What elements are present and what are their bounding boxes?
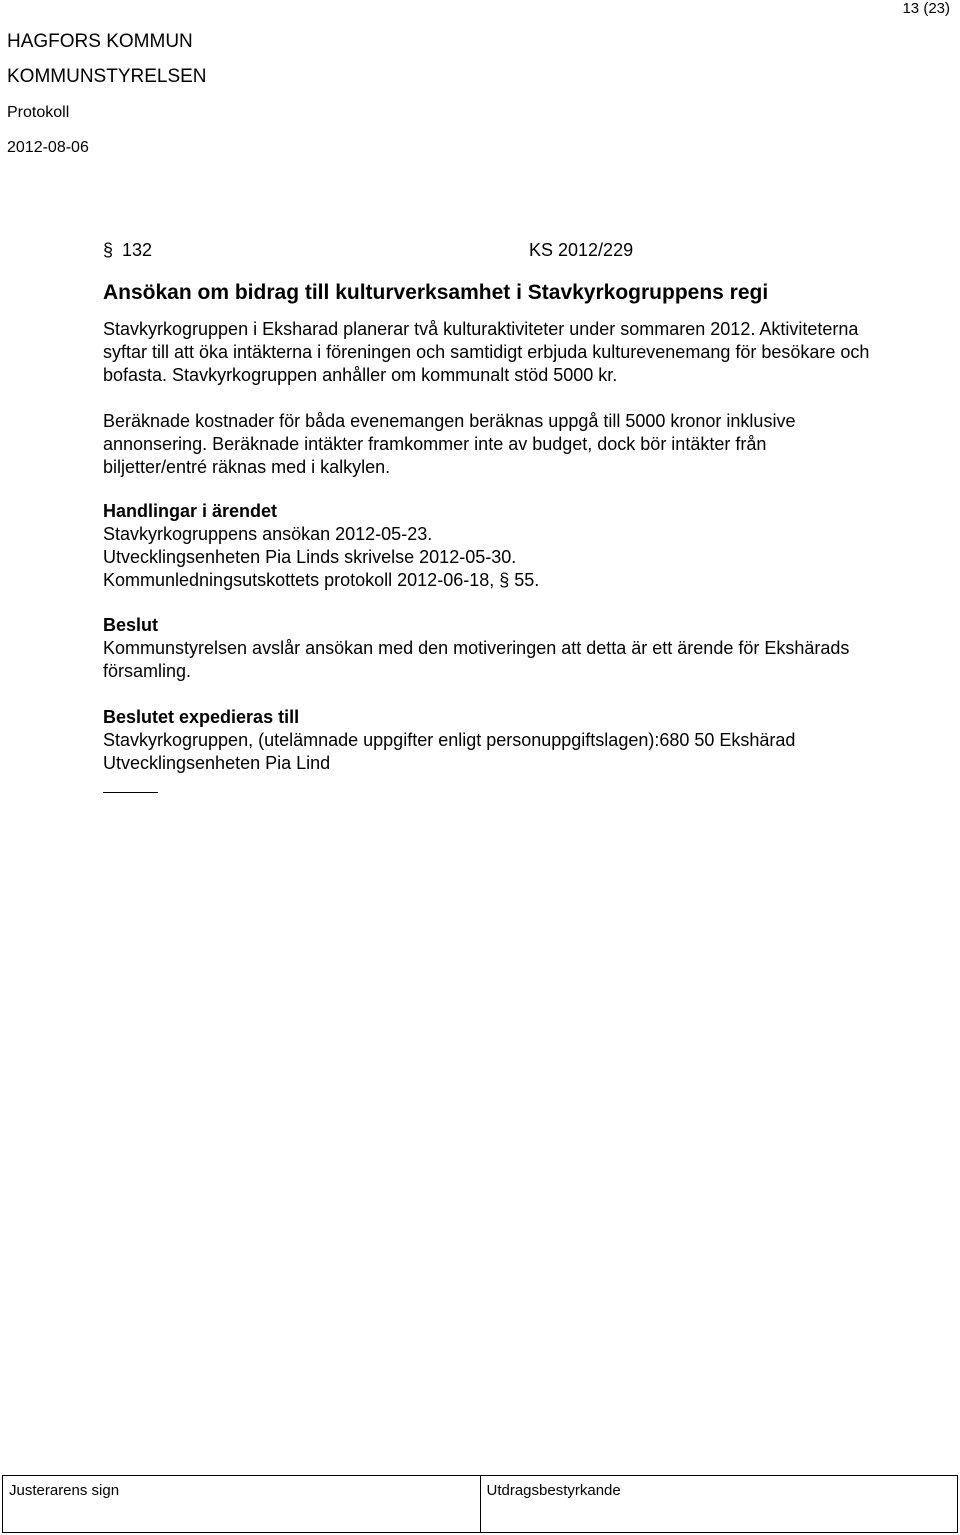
case-reference: KS 2012/229 — [529, 240, 634, 260]
decision-section — [103, 614, 849, 683]
cost-line: Beräknade kostnader för båda evenemangen beräknas uppgå till 5000 kronor inklusive — [103, 411, 796, 431]
intro-line: Stavkyrkogruppen i Eksharad planerar två kulturaktiviteter under sommaren 2012. Aktiviteterna — [103, 319, 859, 339]
document-type: Protokoll — [7, 104, 70, 121]
case-title: Ansökan om bidrag till kulturverksamhet i Stavkyrkogruppens regi — [103, 281, 769, 304]
municipality-name: HAGFORS KOMMUN — [7, 31, 193, 52]
footer-justerare-sign: Justerarens sign — [9, 1482, 120, 1499]
dispatch-heading: Beslutet expedieras till — [103, 707, 300, 727]
footer-utdragsbestyrkande: Utdragsbestyrkande — [480, 1476, 958, 1532]
case-number — [103, 240, 152, 261]
intro-paragraph — [103, 318, 869, 387]
cost-line: annonsering. Beräknade intäkter framkommer inte av budget, dock bör intäkter från — [103, 434, 767, 454]
committee-name: KOMMUNSTYRELSEN — [7, 66, 207, 87]
section-sign: § — [499, 570, 510, 590]
end-rule — [103, 792, 158, 793]
meeting-date: 2012-08-06 — [7, 139, 89, 156]
section-sign: § — [103, 240, 114, 260]
decision-line: Kommunstyrelsen avslår ansökan med den motiveringen att detta är ett ärende för Ekshärads — [103, 638, 850, 658]
case-number-value: 132 — [122, 240, 153, 260]
document-item-section-number: 55. — [514, 570, 540, 590]
document-item: Stavkyrkogruppens ansökan 2012-05-23. — [103, 524, 433, 544]
dispatch-line: Stavkyrkogruppen, (utelämnade uppgifter enligt personuppgiftslagen):680 50 Ekshärad — [103, 730, 796, 750]
document-item-text: Kommunledningsutskottets protokoll 2012-06-18, — [103, 570, 495, 590]
cost-paragraph — [103, 410, 795, 479]
decision-heading: Beslut — [103, 615, 159, 635]
dispatch-line: Utvecklingsenheten Pia Lind — [103, 753, 331, 773]
cost-line: biljetter/entré räknas med i kalkylen. — [103, 457, 391, 477]
documents-section — [103, 500, 539, 592]
dispatch-section — [103, 706, 795, 775]
intro-line: syftar till att öka intäkterna i föreningen och samtidigt erbjuda kulturevenemang för besökare och — [103, 342, 870, 362]
intro-line: bofasta. Stavkyrkogruppen anhåller om kommunalt stöd 5000 kr. — [103, 365, 618, 385]
page-number: 13 (23) — [902, 0, 950, 17]
decision-line: församling. — [103, 661, 192, 681]
document-item: Utvecklingsenheten Pia Linds skrivelse 2012-05-30. — [103, 547, 517, 567]
documents-heading: Handlingar i ärendet — [103, 501, 278, 521]
document-item — [103, 569, 539, 592]
signature-footer — [2, 1475, 958, 1533]
